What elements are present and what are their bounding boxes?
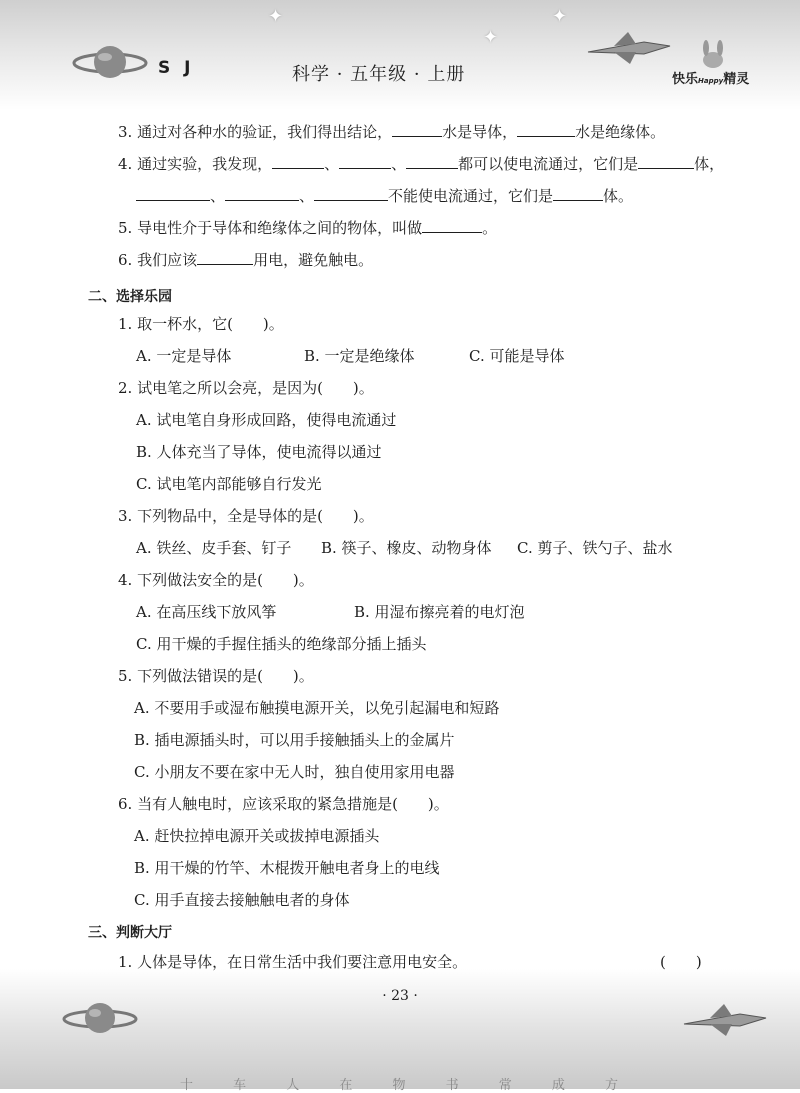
choice-option: C. 小朋友不要在家中无人时，独自使用家用电器: [134, 763, 455, 781]
choice-option: A. 铁丝、皮手套、钉子: [136, 539, 292, 557]
series-code: S J: [158, 58, 195, 78]
choice-option: A. 试电笔自身形成回路，使得电流通过: [136, 411, 397, 429]
choice-option: A. 赶快拉掉电源开关或拔掉电源插头: [134, 827, 380, 845]
choice-question-stem: 4. 下列做法安全的是( )。: [118, 571, 314, 589]
choice-option: A. 不要用手或湿布触摸电源开关，以免引起漏电和短路: [134, 699, 500, 717]
question-fill-4: 4. 通过实验，我发现， 、 、 都可以使电流通过，它们是 体，: [118, 155, 725, 173]
section-title-judge: 三、判断大厅: [88, 925, 172, 941]
section-title-choice: 二、选择乐园: [88, 289, 172, 305]
choice-option: C. 可能是导体: [469, 347, 565, 365]
page-title: 科学 · 五年级 · 上册: [292, 64, 466, 85]
choice-option: C. 用干燥的手握住插头的绝缘部分插上插头: [136, 635, 427, 653]
choice-question-stem: 5. 下列做法错误的是( )。: [118, 667, 314, 685]
choice-option: B. 用干燥的竹竿、木棍拨开触电者身上的电线: [134, 859, 440, 877]
choice-option: C. 试电笔内部能够自行发光: [136, 475, 322, 493]
star-icon: ✦: [268, 6, 284, 27]
choice-option: B. 一定是绝缘体: [304, 347, 415, 365]
question-fill-4-line2: 、 、 不能使电流通过，它们是 体。: [136, 186, 633, 206]
question-fill-5: 5. 导电性介于导体和绝缘体之间的物体，叫做 。: [118, 219, 498, 237]
page-number: · 23 ·: [382, 988, 418, 1004]
choice-question-stem: 1. 取一杯水，它( )。: [118, 315, 284, 333]
choice-option: B. 人体充当了导体，使电流得以通过: [136, 443, 382, 461]
next-page-text-fragment: 十 车 人 在 物 书 常 成 方: [180, 1078, 637, 1093]
choice-option: B. 用湿布擦亮着的电灯泡: [354, 603, 525, 621]
choice-question-stem: 3. 下列物品中，全是导体的是( )。: [118, 507, 374, 525]
choice-question-stem: 2. 试电笔之所以会亮，是因为( )。: [118, 379, 374, 397]
choice-option: B. 插电源插头时，可以用手接触插头上的金属片: [134, 731, 455, 749]
brand-logo: 快乐Happy精灵: [672, 72, 750, 87]
choice-option: A. 在高压线下放风筝: [136, 603, 277, 621]
answer-bracket: ( ): [660, 953, 702, 971]
question-fill-6: 6. 我们应该 用电，避免触电。: [118, 251, 374, 269]
question-fill-3: 3. 通过对各种水的验证，我们得出结论， 水是导体， 水是绝缘体。: [118, 123, 666, 141]
star-icon: ✦: [483, 27, 499, 48]
space-shuttle-icon: [680, 1000, 770, 1040]
choice-option: A. 一定是导体: [136, 347, 232, 365]
choice-option: C. 用手直接去接触触电者的身体: [134, 891, 350, 909]
star-icon: ✦: [552, 6, 568, 27]
rabbit-mascot-icon: [693, 40, 733, 70]
choice-option: C. 剪子、铁勺子、盐水: [517, 539, 673, 557]
choice-question-stem: 6. 当有人触电时，应该采取的紧急措施是( )。: [118, 795, 449, 813]
planet-icon: [70, 38, 150, 88]
space-shuttle-icon: [584, 28, 674, 68]
judge-question: 1. 人体是导体，在日常生活中我们要注意用电安全。: [118, 953, 468, 971]
choice-option: B. 筷子、橡皮、动物身体: [321, 539, 492, 557]
